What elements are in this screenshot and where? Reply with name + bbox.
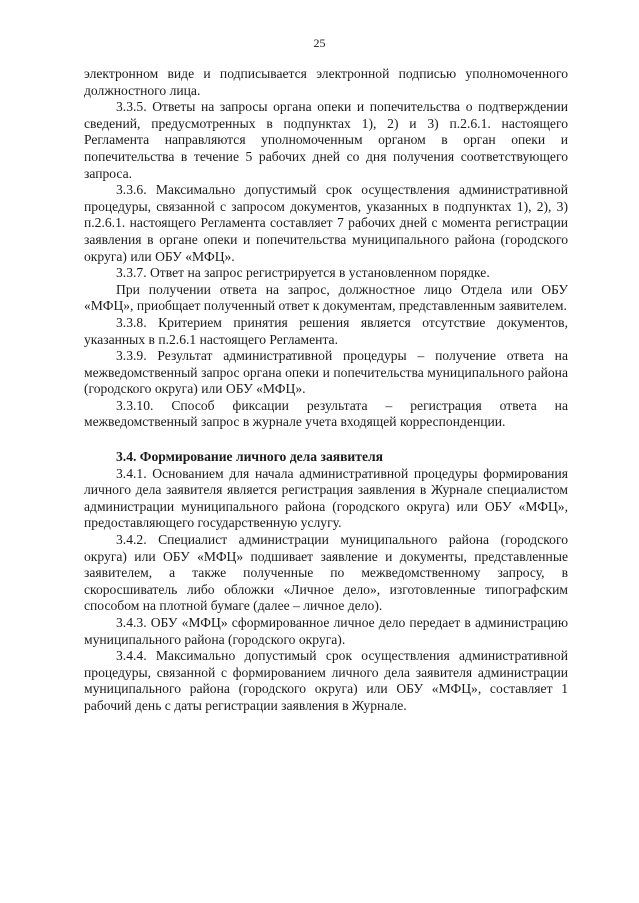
paragraph-3-3-8: 3.3.8. Критерием принятия решения является отсутствие документов, указанных в п.2.6.1 настоящего Регламента. [84,314,568,347]
paragraph-3-3-6: 3.3.6. Максимально допустимый срок осуществления административной процедуры, связанной с запросом документов, указанных в подпунктах 1), 2), 3) п.2.6.1. настоящего Регламента составляет 7 рабочих дней с момента регистрации заявления в органе опеки и попечительства муниципального района (городского округа) или ОБУ «МФЦ». [84,182,568,264]
paragraph-3-4-3: 3.4.3. ОБУ «МФЦ» сформированное личное дело передает в администрацию муниципального района (городского округа). [84,615,568,647]
paragraph-3-4-1: 3.4.1. Основанием для начала административной процедуры формирования личного дела заявителя является регистрация заявления в Журнале специалистом администрации муниципального района (городского округа) или ОБУ «МФЦ», предоставляющего государственную услугу. [84,465,568,531]
page-number: 25 [313,36,326,50]
paragraph-3-3-9: 3.3.9. Результат административной процедуры – получение ответа на межведомственный запрос органа опеки и попечительства муниципального района (городского округа) или ОБУ «МФЦ». [84,348,568,397]
paragraph-continuation: электронном виде и подписывается электронной подписью уполномоченного должностного лица. [84,66,568,98]
paragraph-response-handling: При получении ответа на запрос, должностное лицо Отдела или ОБУ «МФЦ», приобщает полученный ответ к документам, представленным заявителем. [84,281,568,314]
paragraph-3-3-10: 3.3.10. Способ фиксации результата – регистрация ответа на межведомственный запрос в журнале учета входящей корреспонденции. [84,397,568,430]
paragraph-3-3-7: 3.3.7. Ответ на запрос регистрируется в установленном порядке. [116,265,490,281]
section-heading-3-4: 3.4. Формирование личного дела заявителя [116,449,383,465]
paragraph-3-4-4: 3.4.4. Максимально допустимый срок осуществления административной процедуры, связанной с формированием личного дела заявителя администрации муниципального района (городского округа) или ОБУ «МФЦ», составляет 1 рабочий день с даты регистрации заявления в Журнале. [84,648,568,713]
document-body [84,66,568,715]
paragraph-3-3-5: 3.3.5. Ответы на запросы органа опеки и попечительства о подтверждении сведений, предусмотренных в подпунктах 1), 2) и 3) п.2.6.1. настоящего Регламента направляются уполномоченным органом в орган опеки и попечительства в течение 5 рабочих дней со дня получения соответствующего запроса. [84,99,568,181]
paragraph-3-4-2: 3.4.2. Специалист администрации муниципального района (городского округа) или ОБУ «МФЦ» подшивает заявление и документы, представленные заявителем, а также полученные по межведомственному запросу, в скоросшиватель либо обложки «Личное дело», изготовленные типографским способом на плотной бумаге (далее – личное дело). [84,532,568,614]
